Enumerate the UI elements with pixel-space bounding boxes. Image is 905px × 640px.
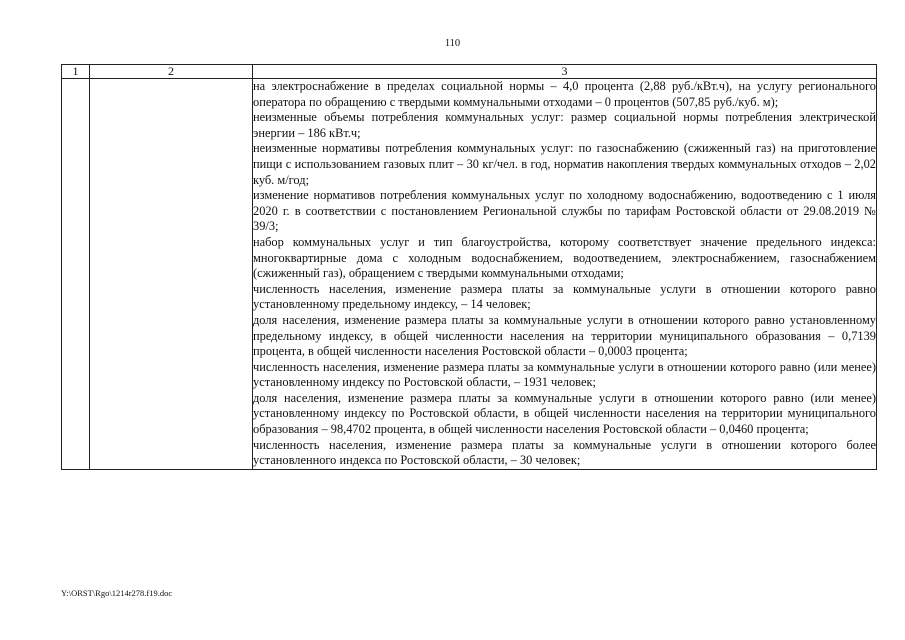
page-number: 110 [444, 38, 461, 49]
paragraph: изменение нормативов потребления коммунальных услуг по холодному водоснабжению, водоотведению с 1 июля 2020 г. в соответствии с постановлением Региональной службы по тарифам Ростовской области от 29.08.2019 № 39/3; [253, 188, 876, 234]
paragraph: неизменные объемы потребления коммунальных услуг: размер социальной нормы потребления электрической энергии – 186 кВт.ч; [253, 110, 876, 140]
paragraph: численность населения, изменение размера платы за коммунальные услуги в отношении которого равно (или менее) установленному индексу по Ростовской области, – 1931 человек; [253, 359, 876, 390]
document-table [61, 64, 877, 470]
paragraph: неизменные нормативы потребления коммунальных услуг: по газоснабжению (сжиженный газ) на приготовление пищи с использованием газовых плит – 30 кг/чел. в год, норматив накопления твердых коммунальных отходов – 2,02 куб. м/год; [253, 141, 876, 187]
cell-col-1 [62, 79, 90, 470]
column-header-3: 3 [253, 65, 877, 79]
paragraph: доля населения, изменение размера платы за коммунальные услуги в отношении которого равно установленному предельному индексу, в общей численности населения на территории муниципального образования – 0,7139 процента, в общей численности населения Ростовской области – 0,0003 процента; [253, 312, 876, 359]
table-row [62, 79, 877, 470]
cell-col-2 [90, 79, 253, 470]
paragraph: набор коммунальных услуг и тип благоустройства, которому соответствует значение предельного индекса: многоквартирные дома с холодным водоснабжением, водоотведением, электроснабжением, газоснабжением (сжиженный газ), обращением с твердыми коммунальными отходами; [253, 234, 876, 281]
column-header-1: 1 [62, 65, 90, 79]
paragraph: численность населения, изменение размера платы за коммунальные услуги в отношении которого более установленного индекса по Ростовской области, – 30 человек; [253, 437, 876, 468]
paragraph: численность населения, изменение размера платы за коммунальные услуги в отношении которого равно установленному предельному индексу, – 14 человек; [253, 281, 876, 312]
column-header-2: 2 [90, 65, 253, 79]
table-header-row [62, 65, 877, 79]
file-path-footer: Y:\ORST\Rgo\1214r278.f19.doc [61, 588, 173, 598]
paragraph: на электроснабжение в пределах социальной нормы – 4,0 процента (2,88 руб./кВт.ч), на услугу регионального оператора по обращению с твердыми коммунальными отходами – 0 процентов (507,85 руб./куб. м); [253, 79, 876, 109]
paragraph: доля населения, изменение размера платы за коммунальные услуги в отношении которого равно (или менее) установленному индексу по Ростовской области, в общей численности населения на территории муниципального образования – 98,4702 процента, в общей численности населения Ростовской области – 0,0460 процента; [253, 390, 876, 437]
cell-col-3 [253, 79, 877, 470]
